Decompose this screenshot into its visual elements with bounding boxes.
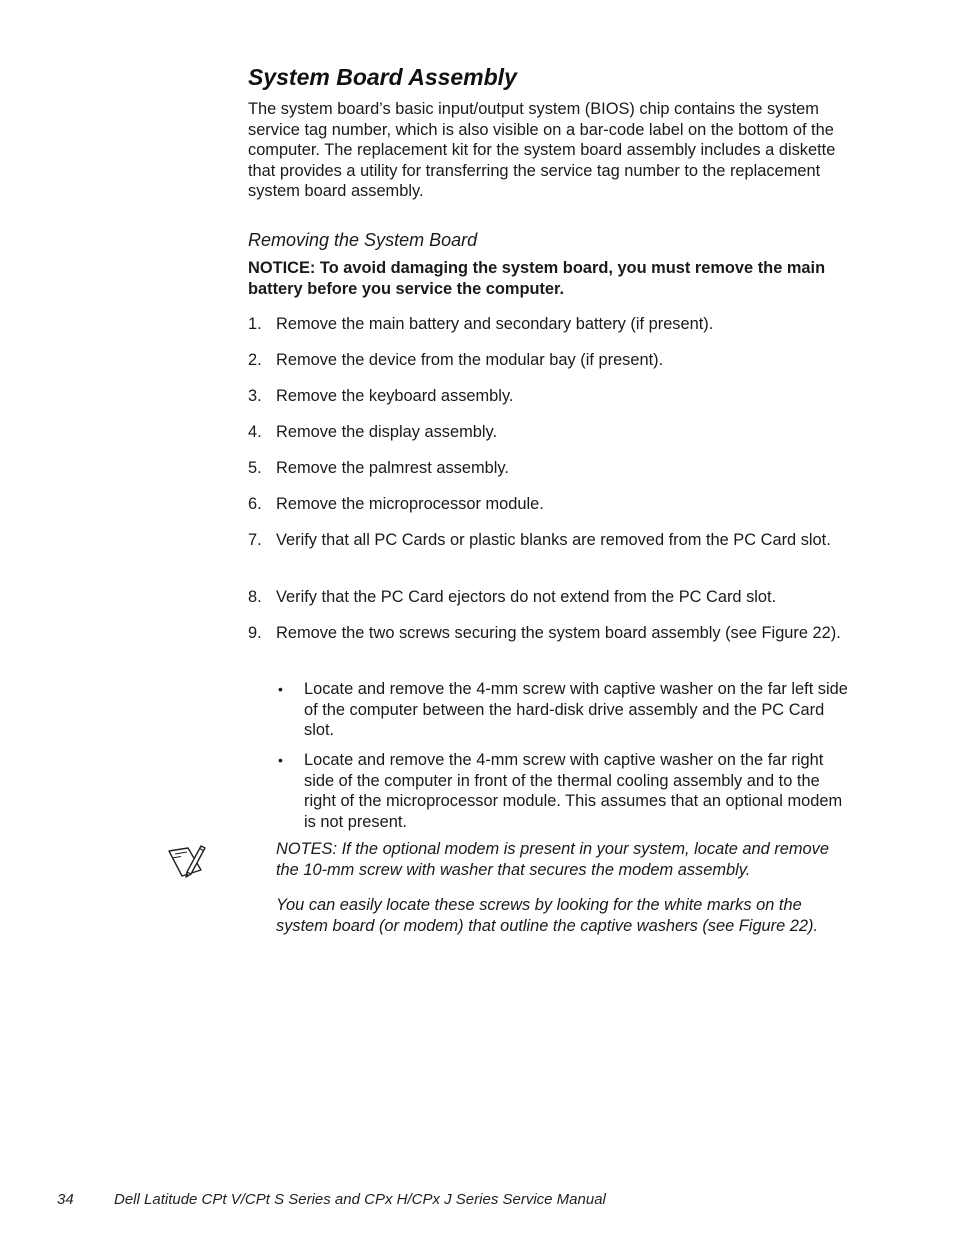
- step-number: 5.: [248, 459, 262, 477]
- page-number: 34: [57, 1191, 74, 1208]
- step-text: Remove the microprocessor module.: [276, 495, 544, 513]
- step-text: Remove the display assembly.: [276, 423, 498, 441]
- bullet-text: Locate and remove the 4-mm screw with captive washer on the far right side of the computer in front of the thermal cooling assembly and to the right of the microprocessor module. This assumes that an optional modem is not present.: [304, 751, 843, 831]
- step-number: 2.: [248, 351, 262, 369]
- step-text: Remove the device from the modular bay (if present).: [276, 351, 664, 369]
- step-number: 1.: [248, 315, 262, 333]
- step-text: Remove the palmrest assembly.: [276, 459, 509, 477]
- bullet-dot: •: [278, 681, 283, 697]
- step-text: Remove the main battery and secondary battery (if present).: [276, 315, 714, 333]
- step-number: 7.: [248, 531, 262, 549]
- bullet-dot: •: [278, 752, 283, 768]
- note-text: You can easily locate these screws by looking for the white marks on the system board (or modem) that outline the captive washers (see Figure 22).: [276, 896, 819, 935]
- section-title: System Board Assembly: [248, 64, 517, 90]
- step-number: 3.: [248, 387, 262, 405]
- step-text: Remove the keyboard assembly.: [276, 387, 514, 405]
- step-text: Remove the two screws securing the system board assembly (see Figure 22).: [276, 624, 841, 642]
- step-number: 8.: [248, 588, 262, 606]
- step-number: 9.: [248, 624, 262, 642]
- step-text: Verify that the PC Card ejectors do not extend from the PC Card slot.: [276, 588, 777, 606]
- intro-paragraph: The system board’s basic input/output system (BIOS) chip contains the system service tag number, which is also visible on a bar-code label on the bottom of the computer. The replacement kit for the system board assembly includes a diskette that provides a utility for transferring the service tag number to the replacement system board assembly.: [248, 100, 836, 200]
- footer-manual-title: Dell Latitude CPt V/CPt S Series and CPx H/CPx J Series Service Manual: [114, 1191, 606, 1208]
- notice-text: NOTICE: To avoid damaging the system board, you must remove the main battery before you service the computer.: [248, 259, 826, 298]
- step-number: 4.: [248, 423, 262, 441]
- note-text: NOTES: If the optional modem is present in your system, locate and remove the 10-mm screw with washer that secures the modem assembly.: [276, 840, 829, 879]
- bullet-text: Locate and remove the 4-mm screw with captive washer on the far left side of the computer between the hard-disk drive assembly and the PC Card slot.: [304, 680, 848, 739]
- note-pencil-icon: [166, 842, 208, 880]
- procedure-heading: Removing the System Board: [248, 230, 478, 250]
- step-number: 6.: [248, 495, 262, 513]
- step-text: Verify that all PC Cards or plastic blanks are removed from the PC Card slot.: [276, 531, 831, 549]
